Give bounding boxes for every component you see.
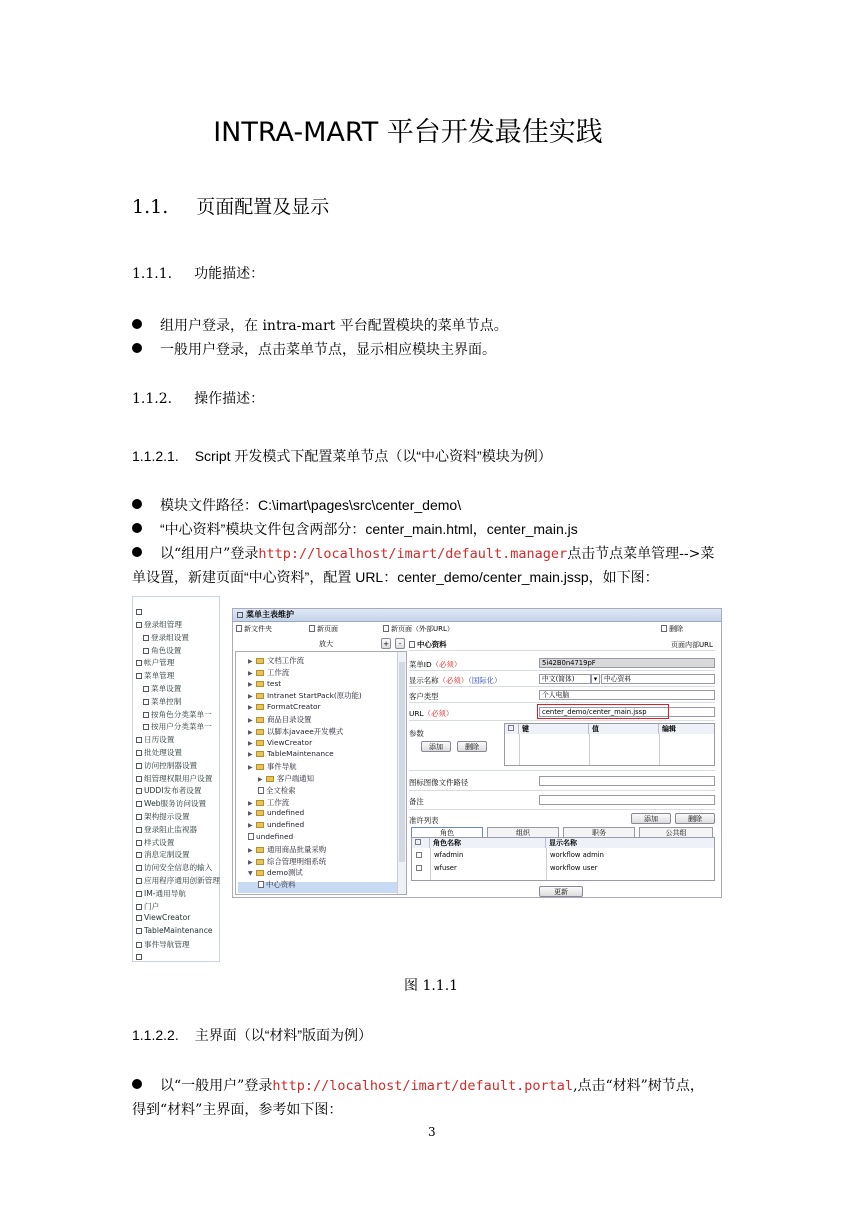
new-page-button[interactable]: 新页面 (309, 624, 338, 634)
tree-node-icon (136, 852, 142, 858)
sidebar-item[interactable] (136, 824, 197, 835)
edit-column-header: 编辑 (659, 724, 714, 734)
figure-caption: 图 1.1.1 (404, 978, 459, 994)
sidebar-item-label: 日历设置 (144, 735, 175, 745)
tree-node-icon (136, 788, 142, 794)
sidebar-item-label: 架构提示设置 (144, 812, 190, 821)
table-row-role-id: wfadmin (434, 851, 464, 859)
caret-right-icon[interactable]: ▶ (248, 658, 253, 665)
params-label: 参数 (409, 729, 424, 738)
sidebar-item[interactable] (136, 657, 174, 668)
table-row-role-name: workflow admin (550, 851, 604, 859)
panel-header: 菜单主表维护 (233, 609, 721, 622)
heading-1-1-1: 1.1.1. 功能描述： (132, 266, 265, 282)
caret-right-icon[interactable]: ▶ (248, 799, 253, 807)
folder-icon (256, 751, 264, 757)
bullet-dot-icon (132, 319, 142, 329)
update-button[interactable]: 更新 (539, 886, 583, 897)
sidebar-item-label: 菜单控制 (151, 696, 182, 706)
sidebar-item-label: 批处理设置 (144, 748, 182, 757)
folder-icon (256, 800, 264, 806)
caret-right-icon[interactable]: ▶ (248, 680, 253, 688)
sidebar-item[interactable] (143, 696, 181, 707)
folder-icon (256, 822, 264, 828)
new-folder-button[interactable]: 新文件夹 (236, 624, 272, 634)
tree-node-icon (136, 622, 142, 628)
caret-right-icon[interactable]: ▶ (248, 728, 253, 736)
sidebar-item[interactable] (143, 709, 212, 720)
tree-node-label: undefined (256, 832, 294, 841)
table-row-role-name: workflow user (550, 864, 598, 872)
tree-node-icon (136, 915, 142, 921)
sidebar-item-label: 菜单管理 (144, 671, 175, 681)
tree-node-label: FormatCreator (267, 702, 321, 712)
folder-icon (256, 681, 264, 687)
caret-right-icon[interactable]: ▶ (248, 846, 253, 854)
menu-master-panel (232, 608, 722, 898)
tree-node-icon (136, 814, 142, 820)
tree-node-label: 以脚本javaee开发模式 (267, 726, 344, 736)
sidebar-item-label: ViewCreator (144, 913, 191, 923)
row-checkbox[interactable] (416, 864, 422, 873)
sidebar-item-label: TableMaintenance (144, 926, 213, 936)
sidebar-item-label: 登录阻止监视器 (144, 824, 198, 834)
collapse-all-button[interactable]: - (395, 638, 405, 649)
role-name-column-header: 角色名称 (430, 838, 546, 848)
folder-icon (256, 810, 264, 816)
tree-node-icon (136, 865, 142, 871)
tree-node[interactable] (248, 702, 321, 711)
add-param-button[interactable]: 添加 (421, 741, 451, 752)
tree-node-label: demo测试 (267, 868, 303, 878)
sidebar-item[interactable] (143, 721, 212, 732)
tree-node[interactable] (248, 726, 343, 737)
tree-scrollbar[interactable] (397, 652, 406, 894)
menu-id-label: 菜单ID（必须） (409, 660, 462, 669)
tree-node-icon (143, 686, 149, 692)
url-input[interactable]: center_demo/center_main.jssp (539, 707, 715, 717)
sidebar-item[interactable] (136, 862, 212, 873)
sidebar-item[interactable] (136, 670, 174, 681)
menu-config-screenshot (132, 596, 722, 962)
sidebar-item[interactable] (136, 734, 174, 745)
tree-node-icon (136, 840, 142, 846)
tab-public-group[interactable]: 公共组 (639, 827, 713, 837)
caret-right-icon[interactable]: ▶ (248, 704, 253, 712)
tree-node-icon (143, 635, 149, 641)
language-select[interactable]: 中文(简体) (539, 674, 591, 684)
tree-node[interactable] (248, 820, 304, 829)
sidebar-item-label: 样式设置 (144, 837, 175, 847)
tree-node-label: 综合管理明细系统 (267, 856, 327, 866)
note-input[interactable] (539, 795, 715, 805)
client-type-select[interactable]: 个人电脑 (539, 690, 715, 700)
tree-node-icon (136, 660, 142, 666)
sidebar-item[interactable] (136, 773, 212, 784)
caret-right-icon[interactable]: ▶ (248, 810, 253, 818)
new-external-page-button[interactable]: 新页面（外部URL） (383, 624, 454, 634)
sidebar-item-label: 登录组设置 (151, 632, 189, 642)
tree-node-icon (143, 712, 149, 718)
heading-1-1-2-1: 1.1.2.1. Script 开发模式下配置菜单节点（以“中心资料”模块为例） (132, 448, 552, 464)
tree-node-icon (136, 942, 142, 948)
tree-node-label: Intranet StartPack(原功能) (267, 691, 362, 701)
sidebar-item-label: 事件导航管理 (144, 940, 190, 949)
tree-node-icon (136, 801, 142, 807)
paragraph-line: 得到“材料”主界面，参考如下图： (132, 1102, 343, 1118)
folder-icon (256, 847, 264, 853)
tree-node-label: undefined (267, 820, 305, 830)
tree-node-label: ViewCreator (267, 737, 313, 747)
tree-node[interactable] (248, 797, 289, 808)
bullet-dot-icon (132, 1079, 142, 1089)
caret-right-icon[interactable]: ▶ (248, 693, 253, 701)
tree-node[interactable] (248, 679, 281, 688)
page-icon (309, 625, 315, 632)
tree-node-icon (136, 776, 142, 782)
menu-tree (235, 651, 407, 895)
icon-path-input[interactable] (539, 776, 715, 786)
caret-right-icon[interactable]: ▶ (248, 717, 253, 724)
sidebar-item-label: 访问控制器设置 (144, 760, 198, 770)
caret-right-icon[interactable]: ▶ (248, 751, 253, 759)
tab-organization[interactable]: 组织 (487, 827, 559, 837)
params-table (504, 723, 715, 766)
tree-node-icon (136, 928, 142, 934)
sidebar-item-label: UDDI发布者设置 (144, 786, 202, 796)
page-icon (258, 881, 264, 888)
folder-icon (256, 764, 264, 770)
tree-node-label: 工作流 (267, 797, 290, 807)
folder-icon (256, 670, 264, 676)
tab-roles[interactable]: 角色 (411, 827, 483, 837)
sidebar-item[interactable] (136, 785, 201, 796)
sidebar-item[interactable] (136, 875, 220, 886)
menu-id-field: 5i42B0n4719pF (539, 658, 715, 668)
row-checkbox[interactable] (416, 851, 422, 860)
bullet-item: 以“一般用户”登录http://localhost/imart/default.portal,点击“材料”树节点， (132, 1075, 704, 1095)
folder-icon (256, 717, 264, 723)
delete-icon (661, 625, 667, 632)
bullet-item: 一般用户登录，点击菜单节点，显示相应模块主界面。 (132, 339, 496, 359)
bullet-item: 以“组用户”登录http://localhost/imart/default.manager点击节点菜单管理-->菜 (132, 543, 714, 563)
sidebar-item[interactable] (136, 747, 182, 758)
tree-node[interactable] (248, 844, 326, 855)
heading-1-1-2: 1.1.2. 操作描述： (132, 391, 265, 407)
remove-param-button[interactable]: 删除 (457, 741, 487, 752)
url-label: URL（必须） (409, 709, 454, 718)
sidebar-item[interactable] (136, 619, 182, 630)
access-list-label: 准许列表 (409, 816, 439, 825)
tree-node-icon (136, 891, 142, 897)
heading-1-1: 1.1. 页面配置及显示 (132, 196, 330, 218)
folder-icon (266, 776, 274, 782)
bullet-item: “中心资料”模块文件包含两部分：center_main.html，center_main.js (132, 519, 578, 539)
sidebar-item-label: 应用程序通用创新管理 (144, 876, 220, 885)
display-name-column-header: 显示名称 (546, 838, 714, 848)
tree-node[interactable] (248, 655, 304, 666)
tree-node-icon (136, 763, 142, 769)
client-type-label: 客户类型 (409, 692, 439, 701)
tree-node[interactable] (248, 714, 311, 725)
tree-node[interactable] (248, 738, 312, 747)
sidebar-item-label: 按用户分类菜单一 (151, 722, 212, 732)
caret-right-icon[interactable]: ▶ (248, 822, 253, 830)
sidebar-item[interactable] (136, 760, 197, 771)
form-title: 中心资料 (409, 639, 447, 650)
tree-node[interactable] (248, 667, 289, 678)
caret-right-icon[interactable]: ▶ (248, 669, 253, 677)
sidebar-item[interactable] (136, 926, 213, 935)
doc-title: INTRA-MART 平台开发最佳实践 (213, 117, 603, 148)
tree-node[interactable] (248, 690, 362, 701)
caret-right-icon[interactable]: ▶ (248, 739, 253, 747)
sidebar-item-label: 角色设置 (151, 645, 182, 655)
panel-icon (237, 612, 243, 618)
folder-icon (256, 729, 264, 735)
folder-icon (256, 658, 264, 664)
sidebar-item[interactable] (143, 632, 189, 643)
tree-node-label: 全文检索 (266, 785, 296, 795)
folder-icon (236, 625, 242, 632)
inner-url-link[interactable]: 页面内部URL (671, 641, 713, 649)
tree-node-label: 商品目录设置 (267, 715, 312, 724)
sidebar-item-label: 帐户管理 (144, 658, 175, 668)
expand-all-button[interactable]: + (381, 638, 391, 649)
sidebar-item[interactable] (136, 901, 159, 912)
caret-right-icon[interactable]: ▶ (248, 858, 253, 866)
sidebar-item[interactable] (136, 849, 190, 860)
caret-down-icon[interactable]: ▼ (248, 870, 253, 878)
menu-form (409, 639, 719, 895)
page-icon (383, 625, 389, 632)
sidebar-item[interactable] (136, 939, 190, 950)
sidebar-item-label: 访问安全信息的输入 (144, 863, 213, 873)
folder-icon (256, 693, 264, 699)
expand-icon[interactable] (136, 952, 144, 961)
collapse-icon[interactable] (136, 607, 144, 616)
manager-url-link[interactable]: http://localhost/imart/default.manager (258, 546, 568, 562)
bullet-item: 模块文件路径：C:\imart\pages\src\center_demo\ (132, 495, 461, 515)
sidebar-item-label: 门户 (144, 901, 160, 911)
page-icon (409, 641, 415, 648)
tree-node-icon (143, 648, 149, 654)
sidebar-item-label: 登录组管理 (144, 620, 182, 629)
caret-right-icon[interactable]: ▶ (258, 776, 263, 783)
sidebar-item[interactable] (136, 811, 190, 822)
tree-node[interactable] (258, 879, 296, 890)
tree-node-label: 客户端通知 (277, 774, 314, 783)
tree-node[interactable] (248, 808, 304, 817)
icon-path-label: 图标图像文件路径 (409, 778, 469, 787)
value-column-header: 值 (589, 724, 659, 734)
bullet-dot-icon (132, 343, 142, 353)
delete-button[interactable]: 删除 (661, 624, 683, 634)
tree-node-icon (136, 878, 142, 884)
tree-node-icon (136, 750, 142, 756)
tree-node-icon (136, 904, 142, 910)
bullet-dot-icon (132, 499, 142, 509)
paragraph-line: 单设置，新建页面“中心资料”，配置 URL：center_demo/center_main.jssp，如下图： (132, 569, 659, 585)
chevron-down-icon[interactable]: ▾ (591, 674, 600, 684)
sidebar-item[interactable] (136, 837, 174, 848)
url-highlight-box (537, 704, 669, 719)
tree-node-icon (136, 737, 142, 743)
tree-node[interactable] (258, 773, 314, 784)
key-column-header: 键 (519, 724, 589, 734)
tree-node-label: 事件导航 (267, 762, 297, 772)
tree-node-label: 文档工作流 (267, 656, 304, 665)
sidebar-item-label: Web服务访问设置 (144, 799, 207, 809)
tree-node-label: TableMaintenance (267, 749, 334, 759)
bullet-dot-icon (132, 523, 142, 533)
remove-access-button[interactable]: 删除 (675, 813, 715, 824)
left-nav-panel (132, 596, 220, 962)
tree-node-label: 中心资料 (266, 880, 296, 890)
select-all-checkbox[interactable] (505, 724, 519, 734)
folder-icon (256, 704, 264, 710)
tree-node-icon (143, 699, 149, 705)
tree-node[interactable] (248, 749, 334, 758)
sidebar-item-label: 消息定制设置 (144, 850, 190, 860)
tree-node[interactable] (248, 867, 303, 878)
tree-node-label: 工作流 (267, 667, 290, 677)
tree-node[interactable] (258, 785, 296, 796)
add-access-button[interactable]: 添加 (631, 813, 671, 824)
page-icon (248, 833, 254, 840)
sidebar-item[interactable] (136, 913, 190, 922)
access-table (411, 837, 715, 881)
sidebar-item[interactable] (136, 888, 186, 899)
tree-node[interactable] (248, 832, 293, 841)
tab-position[interactable]: 职务 (563, 827, 635, 837)
table-row-role-id: wfuser (434, 864, 457, 872)
tree-node-label: test (267, 678, 282, 688)
page-number: 3 (428, 1125, 436, 1139)
tree-node[interactable] (248, 856, 326, 867)
tree-node-label: undefined (267, 808, 305, 818)
folder-icon (256, 870, 264, 876)
tree-node-icon (143, 724, 149, 730)
sidebar-item-label: 组管理权限用户设置 (144, 773, 213, 783)
sidebar-item[interactable] (136, 798, 206, 809)
portal-url-link[interactable]: http://localhost/imart/default.portal (272, 1078, 574, 1094)
tree-node-label: 通用商品批量采购 (267, 844, 327, 854)
bullet-item: 组用户登录，在 intra-mart 平台配置模块的菜单节点。 (132, 315, 508, 335)
sidebar-item-label: IM-通用导航 (144, 888, 186, 898)
heading-1-1-2-2: 1.1.2.2. 主界面（以“材料”版面为例） (132, 1027, 373, 1043)
tree-node-icon (136, 673, 142, 679)
select-all-checkbox[interactable] (412, 838, 430, 848)
sidebar-item-label: 菜单设置 (151, 684, 182, 693)
bullet-dot-icon (132, 547, 142, 557)
sidebar-item[interactable] (143, 683, 181, 694)
page-icon (258, 787, 264, 794)
folder-icon (256, 859, 264, 865)
expand-button[interactable]: 放大 (319, 640, 333, 648)
caret-right-icon[interactable]: ▶ (248, 764, 253, 772)
display-name-label: 显示名称（必须）（国际化） (409, 676, 502, 685)
toolbar (233, 622, 721, 634)
folder-icon (256, 740, 264, 746)
sidebar-item[interactable] (143, 645, 181, 656)
tree-node[interactable] (248, 761, 297, 772)
tree-node-icon (136, 827, 142, 833)
note-label: 备注 (409, 797, 424, 806)
sidebar-item-label: 按角色分类菜单一 (151, 709, 212, 719)
display-name-input[interactable]: 中心资料 (601, 674, 715, 684)
